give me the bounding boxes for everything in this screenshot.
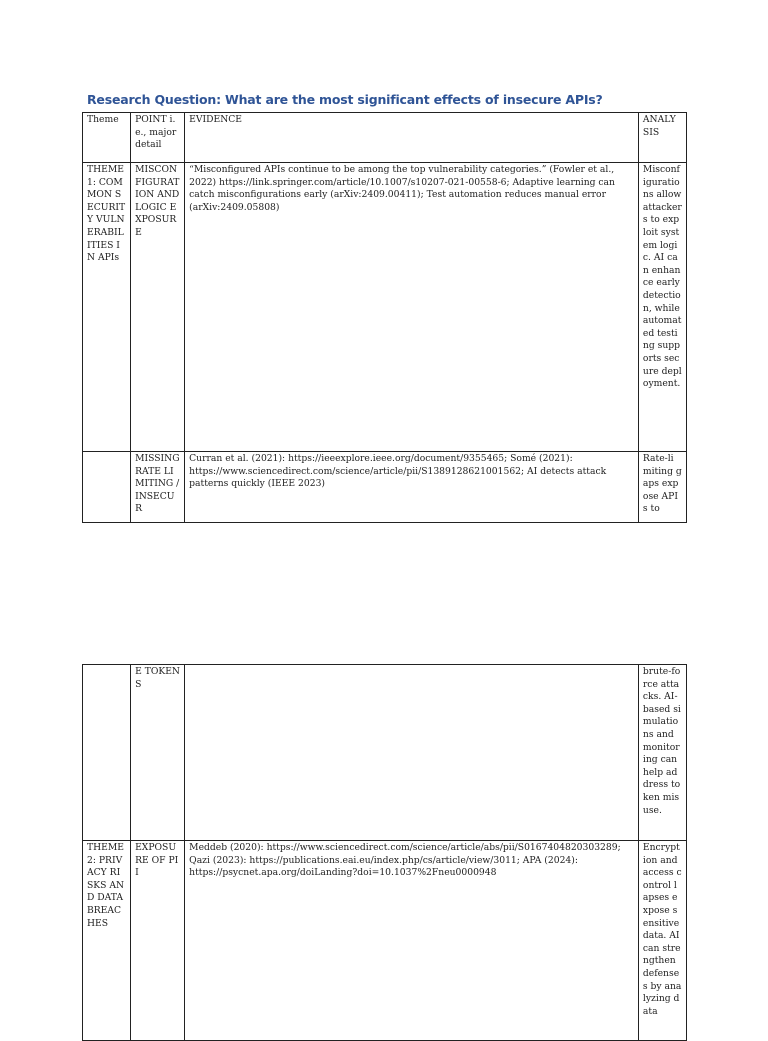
point-cell: EXPOSURE OF PII xyxy=(131,841,185,1041)
theme-cell xyxy=(83,665,131,841)
evidence-cell xyxy=(185,665,639,841)
evidence-cell: “Misconfigured APIs continue to be among the top vulnerability categories.” (Fowler et al., 2022) https://link.springer.com/article/10.1007/s10207-021-00558-6; Adaptive learning can catch misconfigurations early (arXiv:2409.00411); Test automation reduces manual error (arXiv:2409.05808) xyxy=(185,163,639,452)
point-cell: E TOKENS xyxy=(131,665,185,841)
table-header-row xyxy=(83,113,687,163)
analysis-cell: Rate-limiting gaps expose APIs to xyxy=(638,452,686,523)
theme-cell xyxy=(83,452,131,523)
table-row xyxy=(83,163,687,452)
evidence-table-page-1 xyxy=(82,112,687,523)
analysis-cell: brute-force attacks. AI-based simulations and monitoring can help address token misuse. xyxy=(638,665,686,841)
theme-cell: THEME 2: PRIVACY RISKS AND DATA BREACHES xyxy=(83,841,131,1041)
evidence-table-page-2 xyxy=(82,664,687,1041)
evidence-cell: Curran et al. (2021): https://ieeexplore.ieee.org/document/9355465; Somé (2021): https://www.sciencedirect.com/science/article/pii/S1389128621001562; AI detects attack patterns quickly (IEEE 2023) xyxy=(185,452,639,523)
theme-cell: THEME 1: COMMON SECURITY VULNERABILITIES IN APIs xyxy=(83,163,131,452)
point-cell: MISCONFIGURATION AND LOGIC EXPOSURE xyxy=(131,163,185,452)
header-theme: Theme xyxy=(83,113,131,163)
header-evidence: EVIDENCE xyxy=(185,113,639,163)
header-analysis: ANALYSIS xyxy=(638,113,686,163)
point-cell: MISSING RATE LIMITING / INSECUR xyxy=(131,452,185,523)
table-row xyxy=(83,452,687,523)
table-row xyxy=(83,841,687,1041)
evidence-cell: Meddeb (2020): https://www.sciencedirect.com/science/article/abs/pii/S0167404820303289; Qazi (2023): https://publications.eai.eu/index.php/cs/article/view/3011; APA (2024): https://psycnet.apa.org/doiLanding?doi=10.1037%2Fneu0000948 xyxy=(185,841,639,1041)
header-point: POINT i.e., major detail xyxy=(131,113,185,163)
analysis-cell: Encryption and access control lapses expose sensitive data. AI can strengthen defenses by analyzing data xyxy=(638,841,686,1041)
table-row xyxy=(83,665,687,841)
analysis-cell: Misconfigurations allow attackers to exploit system logic. AI can enhance early detection, while automated testing supports secure deployment. xyxy=(638,163,686,452)
research-question-heading: Research Question: What are the most significant effects of insecure APIs? xyxy=(87,92,603,107)
